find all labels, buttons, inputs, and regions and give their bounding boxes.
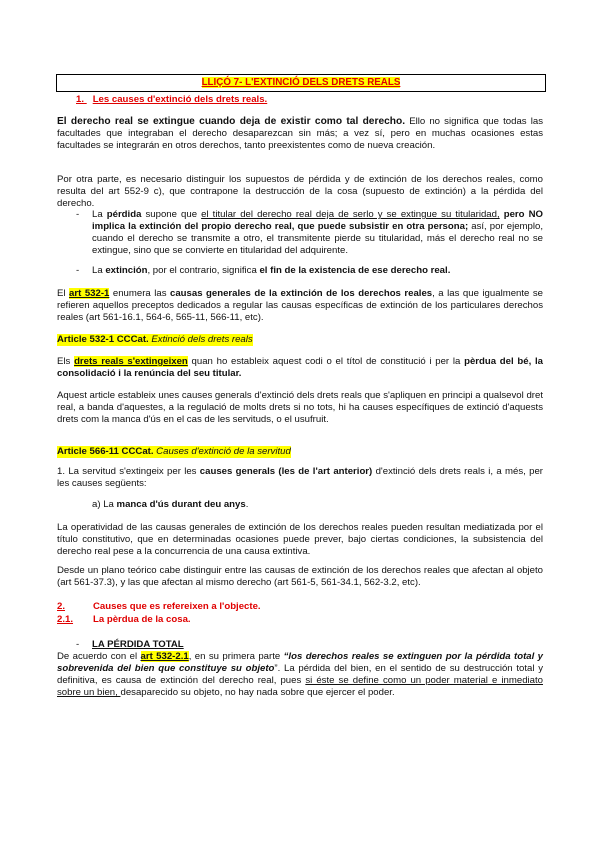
p7-c: . <box>245 499 249 510</box>
p7-a: a) La <box>92 499 117 510</box>
p3-a: El <box>57 288 70 299</box>
paragraph-4 <box>57 356 543 380</box>
b2-d: el fin de la existencia de ese derecho real. <box>259 265 451 276</box>
p6-a: 1. La servitud s'extingeix per les <box>57 466 200 477</box>
p4-c: quan ho estableix aquest codi o el títol de constitució i per la <box>187 356 465 367</box>
perdida-total-heading: LA PÉRDIDA TOTAL <box>92 639 184 650</box>
b1-a: La <box>92 209 107 220</box>
b1-f: así, por ejemplo, cuando el derecho se transmite a otro, el transmitente pierde su titularidad, más el derecho real no se extingue, sino que se convierte en titularidad del adquirente. <box>92 221 544 256</box>
article-566-11-heading <box>57 446 291 458</box>
p6-c: d'extinció dels drets reals i, a més, per les causes següents: <box>57 466 543 489</box>
p10-f: desaparecido su objeto, no hay nada sobre que ejercer el poder. <box>120 687 395 698</box>
p3-c: causas generales de la extinción de los derechos reales <box>170 288 433 299</box>
p3-d: , a las que igualmente se refieren aquellos preceptos dedicados a regular las causas específicas de extinción de los particulares derechos reales (art 561-16.1, 564-6, 565-11, 566-11, etc). <box>57 288 543 323</box>
paragraph-3 <box>57 288 543 324</box>
section-2-heading <box>57 601 261 613</box>
p4-a: Els <box>57 356 75 367</box>
bullet-dash-1: - <box>76 209 80 220</box>
b2-a: La <box>92 265 106 276</box>
bullet-dash-3: - <box>76 639 80 650</box>
paragraph-5: Aquest article estableix unes causes generals d'extinció dels drets reals que s'apliquen en principi a qualsevol dret real, a banda d'aquestes, a la regulació de molts drets si no tots, hi ha causes específiques de extinció d'aquests drets com la manca d'ús en el cas de les servituds, o el usufruit. <box>57 390 543 425</box>
bullet-dash-2: - <box>76 265 80 276</box>
bullet-extincion <box>92 265 543 277</box>
p10-d: ”. La pérdida del bien, en el sentido de su destrucción total y definitiva, es causa de extinción del derecho real, pues <box>57 663 543 686</box>
paragraph-8: La operatividad de las causas generales de extinción de los derechos reales pueden resultan mediatizada por el título constitutivo, que en determinadas ocasiones puede prever, bajo ciertas condiciones, la subsistencia del derecho real pese a la concurrencia de una causa extintiva. <box>57 522 543 557</box>
paragraph-6 <box>57 466 543 490</box>
art2-label: Article 566-11 CCCat. <box>57 446 154 457</box>
p10-a: De acuerdo con el <box>57 651 141 662</box>
art1-desc: Extinció dels drets reals <box>148 334 253 345</box>
section-2-number: 2. <box>57 601 66 612</box>
section-2-1-label: La pèrdua de la cosa. <box>93 614 191 625</box>
b2-c: , por el contrario, significa <box>147 265 260 276</box>
p4-b: drets reals s'extingeixen <box>74 356 188 367</box>
p3-article-ref: art 532-1 <box>69 288 110 299</box>
b2-b: extinción <box>105 265 148 276</box>
section-2-1-heading <box>57 614 191 626</box>
p10-e: si éste se define como un poder material e inmediato sobre un bien, <box>57 675 543 698</box>
p7-b: manca d'ús durant deu anys <box>116 499 246 510</box>
p10-quote: “los derechos reales se extinguen por la pérdida total y sobrevenida del bien que constituye su objeto <box>57 651 544 674</box>
paragraph-7 <box>92 499 248 511</box>
b1-c: supone que <box>141 209 202 220</box>
p4-d: pèrdua del bé, la consolidació i la renúncia del seu titular. <box>57 356 543 379</box>
article-532-1-heading <box>57 334 253 346</box>
paragraph-1 <box>57 116 543 152</box>
section-2-1-number: 2.1. <box>57 614 74 625</box>
b1-e: pero NO implica la extinción del propio derecho real, que puede subsistir en otra persona; <box>92 209 543 232</box>
p3-b: enumera las <box>109 288 170 299</box>
p10-article-ref: art 532-2.1 <box>140 651 189 662</box>
paragraph-2: Por otra parte, es necesario distinguir los supuestos de pérdida y de extinción de los derechos reales, como resulta del art 552-9 c), que contrapone la destrucción de la cosa (supuesto de extinción) a la pérdida del derecho. <box>57 174 543 209</box>
section-2-label: Causes que es refereixen a l'objecte. <box>93 601 261 612</box>
p10-b: , en su primera parte <box>188 651 284 662</box>
section-1-heading <box>76 94 267 106</box>
p1-rest: Ello no significa que todas las facultades que integraban el derecho desaparezcan sin más; a vez sí, pero en muchas ocasiones estas facultades se integrarán en otros derechos, tanto preexistentes como de nueva creación. <box>57 116 544 151</box>
paragraph-10 <box>57 651 543 699</box>
art1-label: Article 532-1 CCCat. <box>57 334 149 345</box>
lesson-title-box <box>56 74 546 92</box>
section-1-label: Les causes d'extinció dels drets reals. <box>92 94 268 105</box>
b1-b: pérdida <box>106 209 142 220</box>
lesson-title: LLIÇÓ 7- L'EXTINCIÓ DELS DRETS REALS <box>201 77 401 88</box>
section-1-number: 1. <box>76 94 85 105</box>
bullet-perdida <box>92 209 543 257</box>
p6-b: causes generals (les de l'art anterior) <box>199 466 373 477</box>
p1-bold: El derecho real se extingue cuando deja de existir como tal derecho. <box>57 116 406 127</box>
b1-d: el titular del derecho real deja de serlo y se extingue su titularidad, <box>201 209 500 220</box>
paragraph-9: Desde un plano teórico cabe distinguir entre las causas de extinción de los derechos reales que afectan al objeto (art 561-37.3), y las que afectan al mismo derecho (art 561-5, 561-34.1, 562-3.2, etc). <box>57 565 543 588</box>
art2-desc: Causes d'extinció de la servitud <box>153 446 291 457</box>
